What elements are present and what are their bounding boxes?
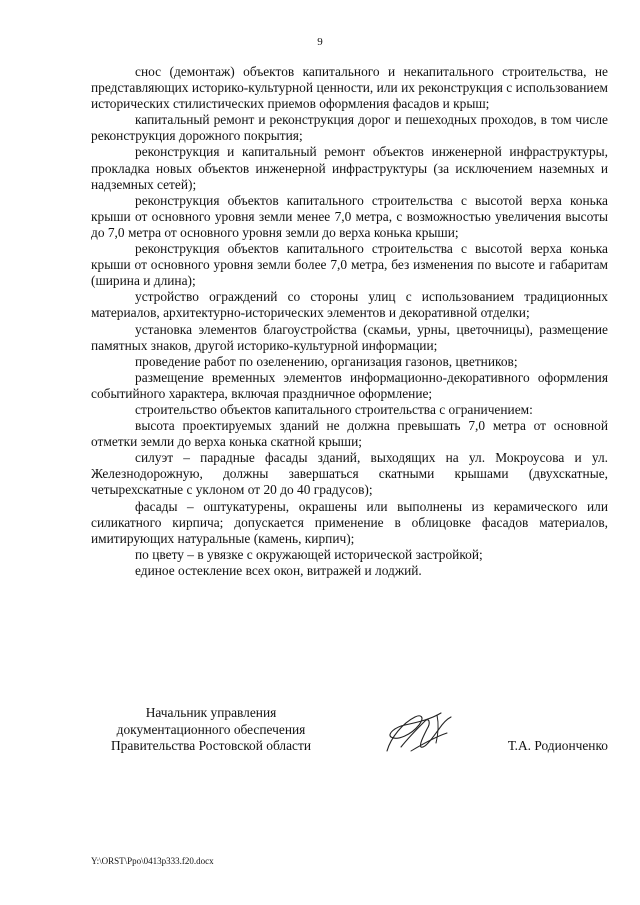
list-item: реконструкция и капитальный ремонт объектов инженерной инфраструктуры, прокладка новых объектов инженерной инфраструктуры (за исключением наземных и надземных сетей); [91,144,608,192]
document-body [91,64,608,579]
list-item: размещение временных элементов информационно-декоративного оформления событийного характера, включая праздничное оформление; [91,369,608,401]
list-item: реконструкция объектов капитального строительства с высотой верха конька крыши от основного уровня земли менее 7,0 метра, с возможностью увеличения высоты до 7,0 метра от основного уровня земли до верха конька крыши; [91,192,608,240]
file-path: Y:\ORST\Ppo\0413p333.f20.docx [91,856,214,866]
list-item: установка элементов благоустройства (скамьи, урны, цветочницы), размещение памятных знаков, другой историко-культурной информации; [91,321,608,353]
list-item: капитальный ремонт и реконструкция дорог и пешеходных проходов, в том числе реконструкция дорожного покрытия; [91,112,608,144]
list-item: строительство объектов капитального строительства с ограничением: [135,401,533,417]
page-number: 9 [317,36,323,48]
list-item: снос (демонтаж) объектов капитального и некапитального строительства, не представляющих историко-культурной ценности, или их реконструкция с использованием исторических стилистических приемов оформления фасадов и крыш; [91,64,608,112]
signer-position-line: документационного обеспечения [116,721,306,737]
list-item: проведение работ по озеленению, организация газонов, цветников; [135,353,518,369]
list-item: силуэт – парадные фасады зданий, выходящих на ул. Мокроусова и ул. Железнодорожную, должны завершаться скатными крышами (двухскатные, четырехскатные с уклоном от 20 до 40 градусов); [91,450,608,498]
signature-block [91,705,608,775]
handwritten-signature-icon [381,707,461,757]
list-item: высота проектируемых зданий не должна превышать 7,0 метра от основной отметки земли до верха конька скатной крыши; [91,418,608,450]
signer-position-line: Начальник управления [145,705,277,720]
signer-position-line: Правительства Ростовской области [110,738,312,753]
list-item: устройство ограждений со стороны улиц с использованием традиционных материалов, архитектурно-исторических элементов и декоративной отделки; [91,289,608,321]
list-item: фасады – оштукатурены, окрашены или выполнены из керамического или силикатного кирпича; допускается применение в облицовке фасадов материалов, имитирующих натуральные (камень, кирпич); [91,498,608,546]
list-item: по цвету – в увязке с окружающей исторической застройкой; [135,546,483,562]
signer-name: Т.А. Родионченко [507,738,608,753]
signer-position [91,705,331,755]
list-item: реконструкция объектов капитального строительства с высотой верха конька крыши от основного уровня земли более 7,0 метра, без изменения по высоте и габаритам (ширина и длина); [91,241,608,289]
list-item: единое остекление всех окон, витражей и лоджий. [135,562,422,578]
